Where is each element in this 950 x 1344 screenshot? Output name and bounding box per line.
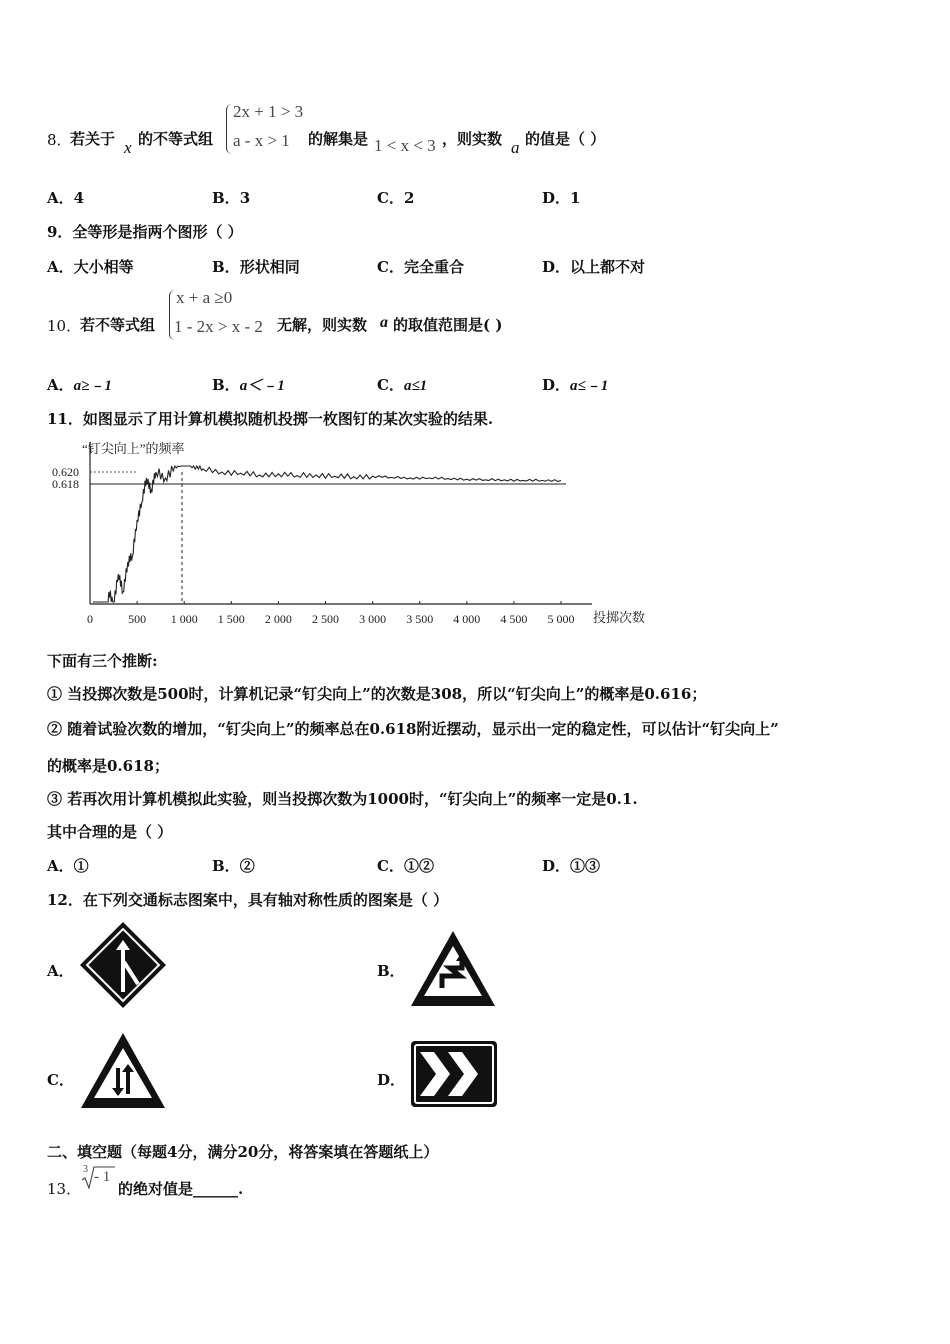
- q9-text: 9．全等形是指两个图形（ ）: [47, 223, 243, 241]
- zigzag-triangle-sign[interactable]: [408, 928, 498, 1010]
- q9-option-a[interactable]: A．大小相等: [47, 258, 134, 276]
- q13-cube-root: [80, 1164, 116, 1192]
- merge-diamond-sign[interactable]: [78, 920, 168, 1010]
- q10-option-d[interactable]: D．a≤﹣1: [542, 376, 609, 394]
- q8-option-c[interactable]: C．2: [377, 189, 415, 207]
- q11-statement-2a: ② 随着试验次数的增加，“钉尖向上”的频率总在0.618附近摆动，显示出一定的稳定性，可以估计“钉尖向上”: [47, 720, 779, 738]
- q11-option-b[interactable]: B．②: [212, 857, 255, 875]
- q11-text: 11．如图显示了用计算机模拟随机投掷一枚图钉的某次实验的结果.: [47, 410, 494, 428]
- q10-number: 10．: [47, 317, 82, 335]
- q13-number: 13．: [47, 1180, 82, 1198]
- q11-option-d[interactable]: D．①③: [542, 857, 601, 875]
- q8-range: 1 < x < 3: [374, 136, 436, 155]
- q8-var-x: x: [124, 138, 132, 157]
- q11-ask: 其中合理的是（ ）: [47, 823, 173, 841]
- q12-option-a[interactable]: A．: [47, 962, 74, 980]
- q8-post1: 的解集是: [308, 130, 369, 148]
- q10-pre: 若不等式组: [80, 316, 156, 334]
- q11-statement-3: ③ 若再次用计算机模拟此实验，则当投掷次数为1000时，“钉尖向上”的频率一定是0.1.: [47, 790, 638, 808]
- q10-post: 无解，则实数: [277, 316, 368, 334]
- q11-statement-1: ① 当投掷次数是500时，计算机记录“钉尖向上”的次数是308，所以“钉尖向上”的概率是0.616；: [47, 685, 707, 703]
- q13-radicand: - 1: [94, 1169, 111, 1185]
- q9-option-c[interactable]: C．完全重合: [377, 258, 464, 276]
- q10-option-a[interactable]: A．a≥﹣1: [47, 376, 112, 394]
- q8-post3: 的值是（ ）: [525, 130, 606, 148]
- q8-mid: 的不等式组: [138, 130, 214, 148]
- frequency-series-line: [93, 466, 561, 602]
- q8-ineq2: a - x > 1: [233, 131, 290, 150]
- section-2-title: 二、填空题（每题4分，满分20分，将答案填在答题纸上）: [47, 1143, 439, 1161]
- q11-option-a[interactable]: A．①: [47, 857, 89, 875]
- x-tick-label: 3 500: [406, 612, 434, 626]
- q10-option-b[interactable]: B．a＜﹣1: [212, 376, 285, 394]
- two-way-triangle-sign[interactable]: [78, 1030, 168, 1112]
- x-tick-label: 4 500: [500, 612, 528, 626]
- x-tick-label: 5 000: [547, 612, 575, 626]
- q11-option-c[interactable]: C．①②: [377, 857, 434, 875]
- chart-title: “钉尖向上”的频率: [82, 441, 185, 456]
- x-tick-label: 2 500: [312, 612, 339, 626]
- x-axis-label: 投掷次数: [593, 610, 646, 625]
- q10-option-c[interactable]: C．a≤1: [377, 376, 428, 394]
- x-tick-label: 1 500: [217, 612, 245, 626]
- chevron-right-sign[interactable]: [408, 1038, 500, 1110]
- x-tick-label: 500: [128, 612, 147, 626]
- x-tick-label: 2 000: [264, 612, 292, 626]
- x-tick-label: 4 000: [453, 612, 481, 626]
- q11-intro: 下面有三个推断:: [47, 652, 158, 670]
- x-tick-label: 0: [87, 612, 93, 626]
- q8-brace: [226, 104, 232, 154]
- q12-text: 12．在下列交通标志图案中，具有轴对称性质的图案是（ ）: [47, 891, 449, 909]
- y-tick-0618: 0.618: [52, 477, 79, 491]
- q8-option-a[interactable]: A．4: [47, 189, 85, 207]
- q8-option-b[interactable]: B．3: [212, 189, 251, 207]
- q13-root-index: 3: [83, 1164, 88, 1175]
- q8-ineq1: 2x + 1 > 3: [233, 102, 304, 121]
- q10-post2: 的取值范围是( ): [393, 316, 503, 334]
- q8-post2: ，则实数: [442, 130, 503, 148]
- x-tick-label: 3 000: [359, 612, 387, 626]
- q12-option-d[interactable]: D．: [377, 1071, 406, 1089]
- frequency-chart: [44, 436, 658, 632]
- q11-statement-2b: 的概率是0.618；: [47, 757, 169, 775]
- q8-pre: 若关于: [70, 130, 116, 148]
- q8-var-a: a: [511, 138, 520, 157]
- q8-number: 8．: [47, 131, 72, 149]
- q9-option-d[interactable]: D．以上都不对: [542, 258, 646, 276]
- q10-ineq2: 1 - 2x > x - 2: [174, 317, 263, 336]
- q8-option-d[interactable]: D．1: [542, 189, 581, 207]
- y-tick-0620: 0.620: [52, 465, 79, 479]
- q9-option-b[interactable]: B．形状相同: [212, 258, 300, 276]
- q12-option-b[interactable]: B．: [377, 962, 405, 980]
- q12-option-c[interactable]: C．: [47, 1071, 74, 1089]
- q10-ineq1: x + a ≥0: [176, 288, 233, 307]
- q10-var-a: a: [380, 314, 388, 331]
- q13-post: 的绝对值是______.: [118, 1180, 244, 1198]
- x-tick-label: 1 000: [170, 612, 198, 626]
